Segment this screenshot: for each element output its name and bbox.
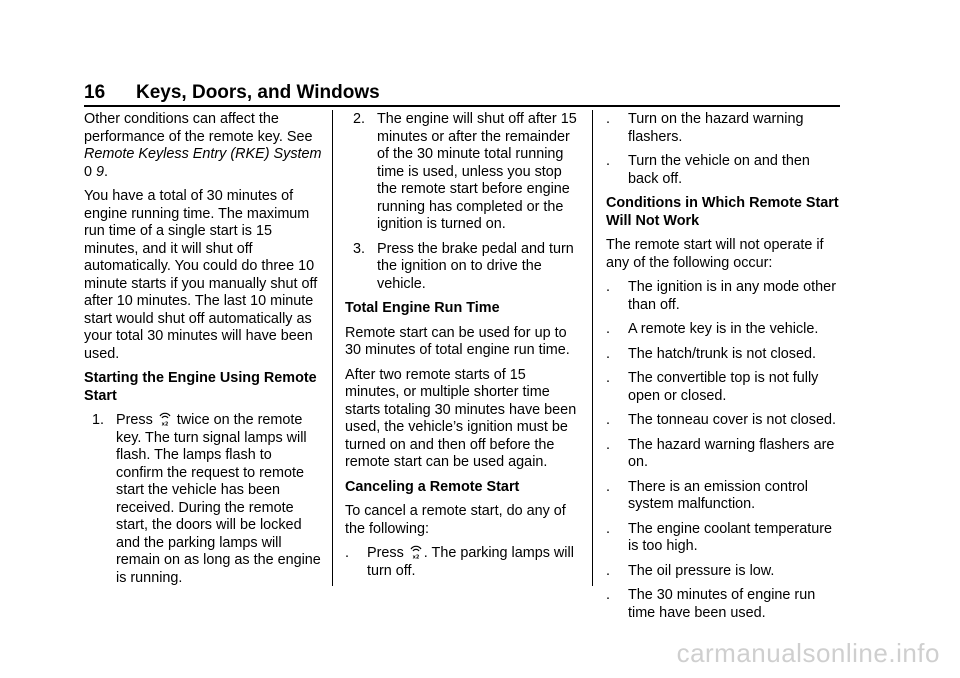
- bullet-item: . The oil pressure is low.: [606, 562, 775, 579]
- numbered-step: 1. Press x2 twice on the remote key. The turn signal lamps will flash. The lamps flash to confirm the request to remote start the vehicle has been received. During the remote start, the doors will be locked and the parking lamps will remain on as long as the engine is running.: [92, 412, 321, 586]
- bullet-item: . Press x2 . The parking lamps will turn off.: [345, 545, 574, 579]
- page-number: 16: [84, 82, 106, 103]
- subheading: Canceling a Remote Start: [345, 478, 520, 495]
- cross-reference-link[interactable]: Remote Keyless Entry (RKE) System: [84, 146, 322, 162]
- bullet-item: . Turn on the hazard warning flashers.: [606, 111, 804, 145]
- svg-text:x2: x2: [412, 554, 420, 560]
- column-divider: [332, 110, 333, 586]
- bullet-item: . The ignition is in any mode other than off.: [606, 279, 836, 313]
- column-1: [84, 111, 322, 594]
- subheading: Total Engine Run Time: [345, 300, 500, 316]
- bullet-item: . A remote key is in the vehicle.: [606, 321, 819, 337]
- bullet-mark: .: [345, 545, 349, 561]
- page-header: [84, 82, 840, 104]
- cross-reference-page[interactable]: 9: [96, 163, 105, 180]
- paragraph: Remote start can be used for up to 30 minutes of total engine run time.: [345, 324, 570, 358]
- bullet-item: . The hatch/trunk is not closed.: [606, 345, 816, 362]
- bullet-item: . Turn the vehicle on and then back off.: [606, 153, 810, 187]
- watermark: carmanualsonline.info: [676, 638, 940, 668]
- page-reference-arrow-icon: 0: [84, 163, 93, 180]
- step-number: 2.: [353, 111, 366, 127]
- subheading: Conditions in Which Remote Start Will Not Work: [606, 195, 839, 229]
- paragraph: To cancel a remote start, do any of the following:: [345, 503, 566, 537]
- section-title: Keys, Doors, and Windows: [136, 82, 380, 103]
- bullet-item: . The tonneau cover is not closed.: [606, 412, 836, 428]
- paragraph: Other conditions can affect the performance of the remote key. See Remote Keyless Entry (RKE) System 0 9.: [84, 111, 322, 180]
- step-number: 3.: [353, 240, 366, 257]
- bullet-item: . The convertible top is not fully open or closed.: [606, 370, 819, 404]
- bullet-item: . The hazard warning flashers are on.: [606, 436, 835, 470]
- column-3: [606, 111, 842, 629]
- bullet-item: . The 30 minutes of engine run time have been used.: [606, 587, 816, 621]
- paragraph: The remote start will not operate if any of the following occur:: [606, 237, 824, 271]
- column-2: [345, 111, 581, 587]
- paragraph: After two remote starts of 15 minutes, or multiple shorter time starts totaling 30 minutes have been used, the vehicle’s ignition must be turned on and then off before the remote start can be used again.: [345, 366, 577, 470]
- numbered-step: 3. Press the brake pedal and turn the ignition on to drive the vehicle.: [353, 240, 574, 292]
- numbered-step: 2. The engine will shut off after 15 minutes or after the remainder of the 30 minute total running time is used, unless you stop the remote start before engine running has completed or the ignition is turned on.: [353, 111, 577, 232]
- bullet-item: . There is an emission control system malfunction.: [606, 478, 808, 512]
- column-divider: [592, 110, 593, 586]
- step-number: 1.: [92, 412, 105, 428]
- paragraph: You have a total of 30 minutes of engine running time. The maximum run time of a single start is 15 minutes, and it will shut off automatically. You could do three 10 minute starts if you manually shut off after 10 minutes. The last 10 minute start would shut off automatically as your total 30 minutes will have been used.: [84, 188, 318, 362]
- subheading: Starting the Engine Using Remote Start: [84, 370, 317, 404]
- remote-start-icon: [409, 545, 423, 560]
- bullet-item: . The engine coolant temperature is too high.: [606, 520, 832, 554]
- header-rule: [84, 105, 840, 107]
- svg-text:x2: x2: [161, 421, 169, 427]
- remote-start-icon: [158, 412, 172, 427]
